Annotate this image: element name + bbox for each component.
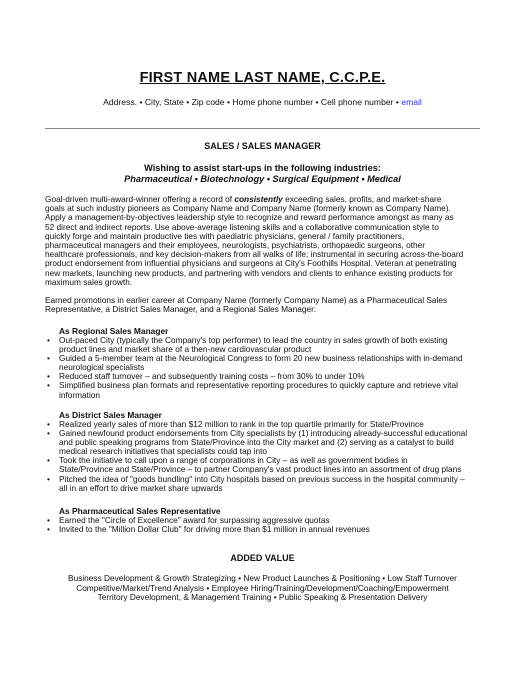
- list-item: • Pitched the idea of "goods bundling" into City hospitals based on previous success in the hospital community – all in an effort to drive market share upwards: [47, 473, 465, 493]
- summary-line: product endorsement from influential physicians and surgeons at City's Foothills Hospital. Veteran at penetrating: [45, 258, 457, 269]
- summary-paragraph: [45, 195, 480, 287]
- summary-line: quickly forge and maintain productive ties with paediatric physicians, general / family practitioners,: [45, 230, 405, 241]
- header-divider: [45, 128, 480, 129]
- summary-line: pharmaceutical managers and their employees, neurologists, psychiatrists, orthopaedic surgeons, other: [45, 240, 426, 251]
- regional-heading: As Regional Sales Manager: [59, 326, 169, 336]
- added-value-line: Competitive/Market/Trend Analysis • Employee Hiring/Training/Development/Coaching/Empowerment: [76, 582, 449, 593]
- list-item: • Gained newfound product endorsements from City specialists by (1) introducing already-successful educational and public speaking programs from State/Province into the City market and (2) serving as a catalyst to build medical research initiatives that specialists could tap into: [47, 428, 468, 457]
- pharma-heading: As Pharmaceutical Sales Representative: [59, 506, 221, 516]
- list-item: • Reduced staff turnover – and subsequently training costs – from 30% to under 10%: [47, 371, 365, 382]
- summary-line: healthcare professionals, and key decision-makers from all walks of life; instrumental in securing across-the-board: [45, 249, 464, 260]
- list-item: • Earned the "Circle of Excellence" award for surpassing aggressive quotas: [47, 515, 330, 525]
- district-heading: As District Sales Manager: [59, 410, 162, 420]
- resume-title: SALES / SALES MANAGER: [204, 141, 321, 151]
- added-value-heading: ADDED VALUE: [230, 553, 295, 563]
- list-item: • Guided a 5-member team at the Neurological Congress to form 20 new business relationships with in-demand neurological specialists: [47, 353, 463, 373]
- district-bullets: [45, 420, 475, 493]
- summary-line: 52 direct and indirect reports. Use above-average listening skills and a collaborative communication style to: [45, 221, 439, 232]
- added-value-line: Territory Development, & Management Training • Public Speaking & Presentation Delivery: [97, 592, 428, 602]
- summary-line: new markets, launching new products, and partnering with vendors and clients to enhance existing products for: [45, 267, 453, 278]
- summary-line: Apply a management-by-objectives leadership style to recognize and reward performance amongst as many as: [45, 212, 454, 223]
- target-industries: [0, 163, 525, 185]
- summary-line: goals at such industry pioneers as Company Name and Company Name (formerly known as Company Name).: [45, 203, 451, 214]
- pharma-bullets: [45, 516, 475, 534]
- promotions-paragraph: [45, 296, 480, 314]
- promotions-line: Earned promotions in earlier career at Company Name (formerly Company Name) as a Pharmaceutical Sales: [45, 295, 448, 305]
- list-item: • Out-paced City (typically the Company's top performer) to lead the country in sales growth of both existing product lines and market share of a then-new cardiovascular product: [47, 335, 448, 355]
- added-value-line: Business Development & Growth Strategizing • New Product Launches & Positioning • Low Staff Turnover: [68, 573, 457, 583]
- list-item: • Invited to the "Million Dollar Club" for driving more than $1 million in annual revenues: [47, 524, 370, 535]
- added-value-list: [0, 574, 525, 603]
- list-item: • Realized yearly sales of more than $12 million to rank in the top quartile primarily for State/Province: [47, 419, 424, 429]
- summary-line: maximum sales growth.: [45, 276, 133, 287]
- list-item: • Simplified business plan formats and representative reporting procedures to quickly capture and retrieve vital information: [47, 380, 458, 400]
- list-item: • Took the initiative to call upon a range of corporations in City – as well as government bodies in State/Province and State/Province – to partner Company's vast product lines into an assortment of drug plans: [47, 455, 462, 475]
- wish-line: Wishing to assist start-ups in the following industries:: [144, 163, 381, 173]
- email-link[interactable]: email: [401, 97, 422, 107]
- candidate-name: FIRST NAME LAST NAME, C.C.P.E.: [139, 70, 386, 86]
- regional-bullets: [45, 336, 475, 400]
- contact-line: [0, 97, 525, 107]
- promotions-line: Representative, a District Sales Manager, and a Regional Sales Manager:: [45, 304, 317, 315]
- industries-line: Pharmaceutical • Biotechnology • Surgical Equipment • Medical: [124, 174, 401, 184]
- contact-details: Address. • City, State • Zip code • Home phone number • Cell phone number •: [103, 97, 399, 107]
- summary-line: Goal-driven multi-award-winner offering a record of consistently exceeding sales, profits, and market-share: [45, 194, 442, 204]
